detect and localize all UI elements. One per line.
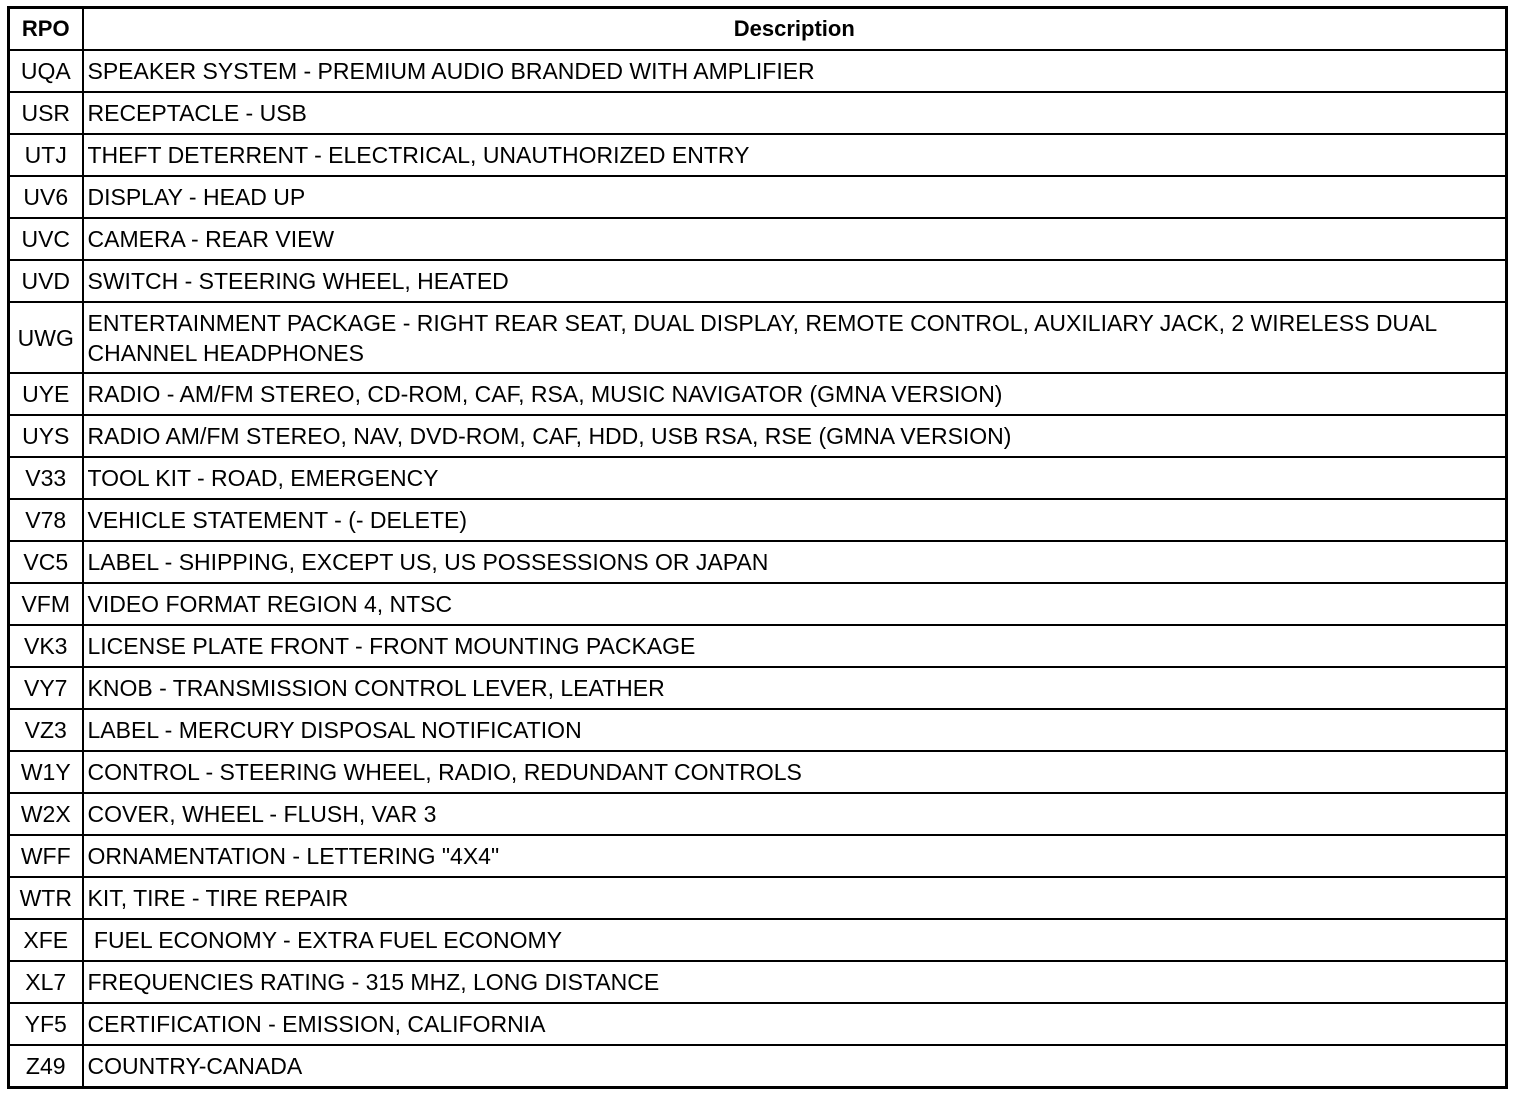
rpo-code-cell: VK3 (9, 625, 83, 667)
rpo-code-cell: WTR (9, 877, 83, 919)
rpo-code-cell: YF5 (9, 1003, 83, 1045)
table-row (9, 302, 1507, 373)
rpo-code-cell: UYS (9, 415, 83, 457)
rpo-code-cell: UWG (9, 302, 83, 373)
description-cell: SWITCH - STEERING WHEEL, HEATED (83, 260, 1507, 302)
description-cell: VEHICLE STATEMENT - (- DELETE) (83, 499, 1507, 541)
table-body (9, 50, 1507, 1088)
table-row (9, 541, 1507, 583)
rpo-code-cell: WFF (9, 835, 83, 877)
table-row (9, 134, 1507, 176)
table-row (9, 373, 1507, 415)
description-cell: LABEL - MERCURY DISPOSAL NOTIFICATION (83, 709, 1507, 751)
description-cell: CAMERA - REAR VIEW (83, 218, 1507, 260)
table-row (9, 583, 1507, 625)
rpo-code-cell: V78 (9, 499, 83, 541)
rpo-code-cell: VFM (9, 583, 83, 625)
header-rpo: RPO (9, 8, 83, 51)
rpo-code-cell: W1Y (9, 751, 83, 793)
rpo-table (7, 6, 1508, 1089)
rpo-code-cell: USR (9, 92, 83, 134)
table-row (9, 260, 1507, 302)
table-row (9, 92, 1507, 134)
rpo-code-cell: VC5 (9, 541, 83, 583)
table-row (9, 751, 1507, 793)
description-cell: SPEAKER SYSTEM - PREMIUM AUDIO BRANDED WITH AMPLIFIER (83, 50, 1507, 92)
rpo-code-cell: XFE (9, 919, 83, 961)
description-cell: CONTROL - STEERING WHEEL, RADIO, REDUNDANT CONTROLS (83, 751, 1507, 793)
rpo-code-cell: XL7 (9, 961, 83, 1003)
description-cell: FREQUENCIES RATING - 315 MHZ, LONG DISTANCE (83, 961, 1507, 1003)
description-cell: COVER, WHEEL - FLUSH, VAR 3 (83, 793, 1507, 835)
description-cell: ENTERTAINMENT PACKAGE - RIGHT REAR SEAT, DUAL DISPLAY, REMOTE CONTROL, AUXILIARY JACK, 2 WIRELESS DUAL CHANNEL HEADPHONES (83, 302, 1507, 373)
description-cell: RADIO AM/FM STEREO, NAV, DVD-ROM, CAF, HDD, USB RSA, RSE (GMNA VERSION) (83, 415, 1507, 457)
rpo-code-cell: VZ3 (9, 709, 83, 751)
rpo-code-cell: W2X (9, 793, 83, 835)
rpo-code-cell: VY7 (9, 667, 83, 709)
table-row (9, 793, 1507, 835)
description-cell: THEFT DETERRENT - ELECTRICAL, UNAUTHORIZED ENTRY (83, 134, 1507, 176)
table-row (9, 667, 1507, 709)
table-row (9, 50, 1507, 92)
rpo-code-cell: Z49 (9, 1045, 83, 1088)
rpo-code-cell: UYE (9, 373, 83, 415)
table-row (9, 625, 1507, 667)
description-cell: TOOL KIT - ROAD, EMERGENCY (83, 457, 1507, 499)
header-row (9, 8, 1507, 51)
header-description: Description (83, 8, 1507, 51)
rpo-code-cell: UVC (9, 218, 83, 260)
description-cell: FUEL ECONOMY - EXTRA FUEL ECONOMY (83, 919, 1507, 961)
table-row (9, 1003, 1507, 1045)
table-row (9, 457, 1507, 499)
table-row (9, 415, 1507, 457)
description-cell: ORNAMENTATION - LETTERING "4X4" (83, 835, 1507, 877)
table-row (9, 835, 1507, 877)
table-header (9, 8, 1507, 51)
description-cell: RADIO - AM/FM STEREO, CD-ROM, CAF, RSA, MUSIC NAVIGATOR (GMNA VERSION) (83, 373, 1507, 415)
table-row (9, 709, 1507, 751)
description-cell: VIDEO FORMAT REGION 4, NTSC (83, 583, 1507, 625)
description-cell: LABEL - SHIPPING, EXCEPT US, US POSSESSIONS OR JAPAN (83, 541, 1507, 583)
table-row (9, 1045, 1507, 1088)
rpo-code-cell: UQA (9, 50, 83, 92)
table-row (9, 919, 1507, 961)
table-row (9, 218, 1507, 260)
description-cell: DISPLAY - HEAD UP (83, 176, 1507, 218)
table-row (9, 499, 1507, 541)
rpo-code-cell: UV6 (9, 176, 83, 218)
description-cell: KNOB - TRANSMISSION CONTROL LEVER, LEATHER (83, 667, 1507, 709)
table-row (9, 877, 1507, 919)
rpo-code-cell: V33 (9, 457, 83, 499)
rpo-code-cell: UTJ (9, 134, 83, 176)
description-cell: RECEPTACLE - USB (83, 92, 1507, 134)
description-cell: COUNTRY-CANADA (83, 1045, 1507, 1088)
table-row (9, 961, 1507, 1003)
rpo-code-cell: UVD (9, 260, 83, 302)
description-cell: KIT, TIRE - TIRE REPAIR (83, 877, 1507, 919)
table-row (9, 176, 1507, 218)
description-cell: LICENSE PLATE FRONT - FRONT MOUNTING PACKAGE (83, 625, 1507, 667)
description-cell: CERTIFICATION - EMISSION, CALIFORNIA (83, 1003, 1507, 1045)
